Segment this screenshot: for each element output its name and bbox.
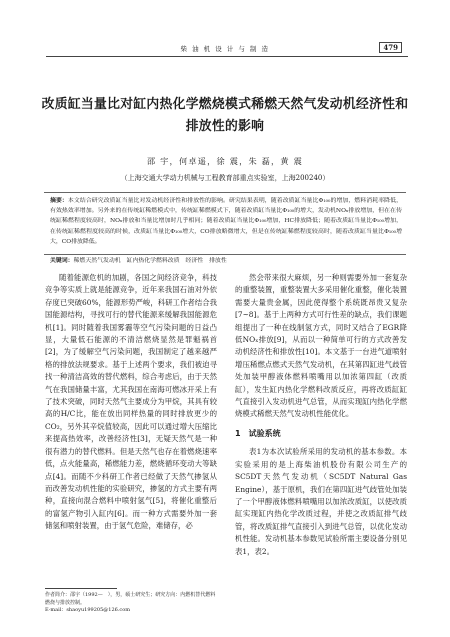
footnote-divider — [45, 588, 117, 589]
journal-header: 柴 油 机 设 计 与 制 造 — [180, 45, 270, 53]
section-paragraph: 表1为本次试验所采用的发动机的基本参数。本实验采用的是上海柴油机股份有限公司生产的SC5DT天然气发动机（SC5DT Natural Gas Engine），基于原机，我们在第四缸进气歧管处加装了一个甲醇液体燃料喷嘴用以加浓改质缸，以使改质缸实现缸内热化学改质过程，并使之改质缸排气歧管，将改质缸排气直接引入到进气总管，以优化发动机性能。发动机基本参数见试验所需主要设备分别见表1，表2。 — [235, 447, 407, 556]
author-list: 邵 宇，何卓遥，徐 震，朱 磊，黄 震 — [146, 156, 304, 166]
paper-title: 改质缸当量比对缸内热化学燃烧模式稀燃天然气发动机经济性和排放性的影响 — [41, 97, 409, 134]
abstract-label: 摘要： — [50, 197, 68, 204]
body-column-right — [235, 272, 407, 558]
footnote-email: E-mail：shaoyu199205@126.com — [45, 607, 130, 614]
author-footnote — [45, 592, 217, 615]
abstract-text: 本文结合研究改质缸当量比对发动机经济性和排放性的影响。研究结果表明，随着改质缸当量比Φ₁₀₀的增加，燃料消耗率降低，有效热效率增加。另外来的在传统缸稀燃模式中，传统缸稀燃模式下，随着改质缸当量比Φ₁₀₀的增大，发动机NOₓ排放增加，但在在传统缸稀燃程度较高时，NOₓ排放和当量比增加时几乎相同；随着改质缸当量比Φ₁₀₀增加，HC排放降低；随着改质缸当量比Φ₁₀₀增加，在传统缸稀燃程度较高的时候，改质缸当量比Φ₁₀₀增大，CO排放略微增大，但是在传统缸稀燃程度较高时，随着改质缸当量比Φ₁₀₀增大，CO排放降低。 — [50, 198, 402, 245]
intro-paragraph-continued: 然会带来很大麻烦，另一种则需要外加一套复杂的重整装置，重整装置大多采用催化重整，催化装置需要大量贵金属，因此使得整个系统既昂贵又复杂[7~8]。基于上两种方式可行性差的缺点，我们课题组提出了一种在线制氢方式，同时又结合了EGR降低NOₓ排放[9]，从而以一种简单可行的方式改善发动机经济性和排放性[10]。本文基于一台进气道喷射增压稀燃点燃式天然气发动机，在其第四缸进气歧管处加装甲醇液体燃料喷嘴用以加浓第四缸（改质缸），发生缸内热化学燃料改质反应，再将改质缸缸气直接引入发动机进气总管，从而实现缸内热化学燃烧模式稀燃天然气发动机性能优化。 — [235, 273, 407, 419]
section-heading: 1 试验系统 — [235, 428, 281, 438]
keywords-label: 关键词： — [50, 257, 74, 264]
keywords — [50, 256, 402, 266]
header-divider — [46, 56, 408, 57]
page-number: 479 — [379, 42, 402, 53]
author-affiliation: （上海交通大学动力机械与工程教育部重点实验室，上海200240） — [120, 174, 330, 182]
footnote-bio: 作者简介：邵宇（1992— ），男，硕士研究生；研究方向：内燃机替代燃料燃烧与排放控制。 — [45, 592, 216, 606]
intro-paragraph: 随着能源危机的加剧，各国之间经济竞争，科技竞争等实质上就是能源竞争，近年来我国石油对外依存度已突破60%，能源形势严峻，科研工作者结合我国能源结构，寻找可行的替代能源来缓解我国能源危机[1]。同时随着我国雾霾等空气污染问题的日益凸显，大量低石能源的不清洁燃烧显然是罪魁祸首[2]，为了缓解空气污染问题，我国制定了越来越严格的排放法规要求。基于上述两个要求，我们被迫寻找一种清洁高效的替代燃料，综合考虑后，由于天然气在我国储量丰富，尤其我国在南海可燃冰开采上有了技术突破，同时天然气主要成分为甲烷，其具有较高的H/C比，能在放出同样热量的同时排放更少的CO₂，另外其辛烷值较高，因此可以通过增大压缩比来提高热效率，改善经济性[3]，无疑天然气是一种很有潜力的替代燃料。但是天然气也存在着燃烧速率低，点火能量高，稀燃能力差，燃烧循环变动大等缺点[4]。而随不少科研工作者已经做了天然气掺氢从而改善发动机性能的实验研究，掺氢的方式主要有两种，直接向混合燃料中喷射氢气[5]，将催化重整后的富氢产物引入缸内[6]。而一种方式需要外加一套储氢和喷射装置，由于氢气危险，难储存，必 — [45, 273, 217, 531]
keywords-text: 稀燃天然气发动机 缸内热化学燃料改质 经济性 排放性 — [73, 258, 227, 264]
body-column-left — [45, 272, 217, 533]
abstract — [50, 196, 402, 247]
